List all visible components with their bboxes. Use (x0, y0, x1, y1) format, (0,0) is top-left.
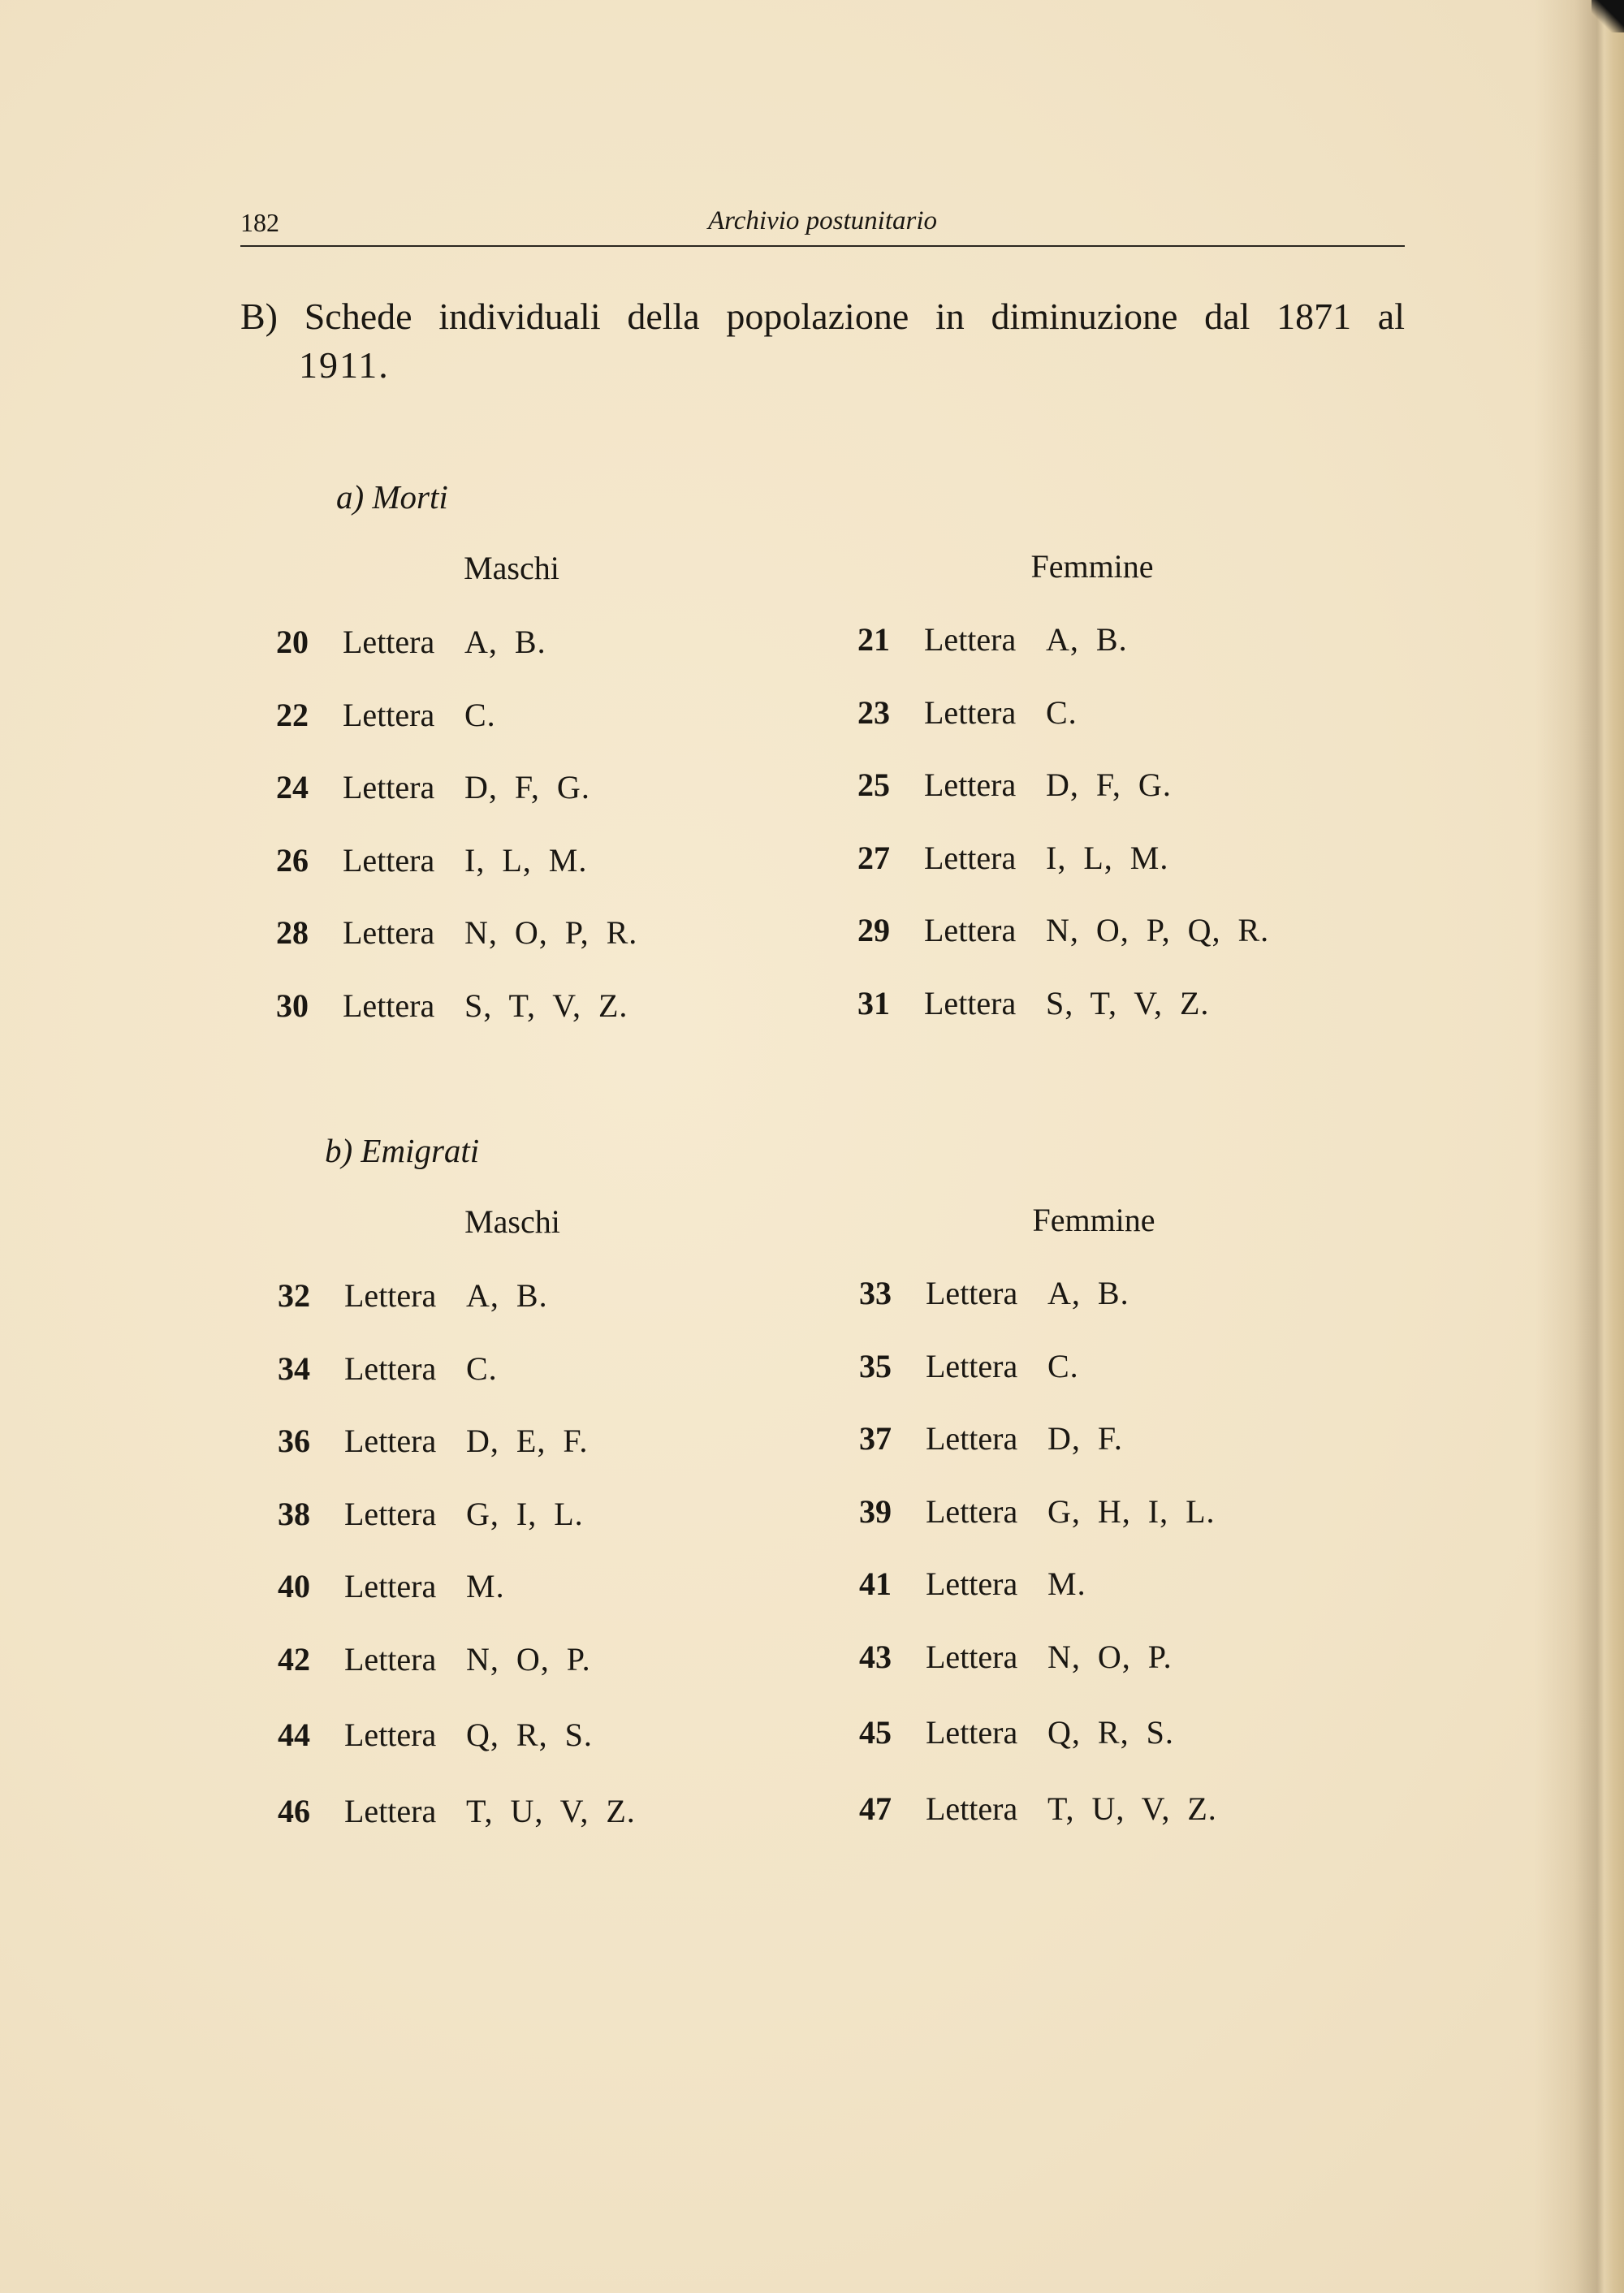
entry-number: 28 (276, 914, 309, 951)
list-item (278, 1640, 591, 1681)
list-item (278, 1716, 593, 1756)
entry-number: 27 (857, 840, 890, 876)
entry-letters: D, F, G. (464, 769, 590, 805)
list-item (276, 768, 590, 809)
entry-letters: Q, R, S. (1047, 1714, 1174, 1751)
list-item (276, 696, 496, 736)
entry-letters: S, T, V, Z. (464, 987, 628, 1024)
entry-number: 43 (859, 1639, 892, 1675)
list-item (859, 1638, 1173, 1678)
entry-label: Lettera (343, 697, 435, 733)
entry-number: 38 (278, 1496, 310, 1532)
entry-letters: I, L, M. (1046, 840, 1169, 876)
list-item (276, 987, 628, 1027)
entry-number: 32 (278, 1277, 310, 1314)
entry-letters: N, O, P. (466, 1641, 591, 1678)
entry-letters: D, F, G. (1046, 766, 1172, 803)
column-header-femmine: Femmine (1032, 1202, 1155, 1238)
list-item (276, 913, 637, 954)
subsection-title-morti: a) Morti (336, 478, 448, 516)
list-item (859, 1790, 1217, 1830)
entry-letters: G, I, L. (466, 1496, 584, 1532)
entry-letters: C. (1047, 1348, 1079, 1384)
entry-letters: S, T, V, Z. (1046, 985, 1210, 1021)
entry-number: 25 (857, 766, 890, 803)
entry-label: Lettera (344, 1277, 437, 1314)
entry-letters: A, B. (464, 624, 546, 660)
entry-label: Lettera (924, 621, 1017, 658)
entry-number: 36 (278, 1423, 310, 1459)
entry-number: 42 (278, 1641, 310, 1678)
entry-number: 34 (278, 1350, 310, 1387)
entry-label: Lettera (343, 842, 435, 879)
list-item (278, 1276, 548, 1317)
entry-letters: A, B. (1047, 1275, 1129, 1311)
entry-number: 21 (857, 621, 890, 658)
list-item (859, 1347, 1079, 1388)
entry-label: Lettera (924, 766, 1017, 803)
entry-label: Lettera (926, 1639, 1018, 1675)
list-item (859, 1565, 1086, 1605)
entry-label: Lettera (924, 694, 1017, 731)
list-item (857, 766, 1172, 806)
list-item (278, 1349, 498, 1390)
entry-label: Lettera (343, 987, 435, 1024)
section-heading-continuation: 1911. (299, 344, 390, 386)
entry-label: Lettera (926, 1790, 1018, 1827)
entry-label: Lettera (344, 1717, 437, 1753)
entry-number: 23 (857, 694, 890, 731)
list-item (859, 1713, 1174, 1754)
subsection-title-emigrati: b) Emigrati (325, 1132, 480, 1169)
entry-label: Lettera (343, 624, 435, 660)
entry-letters: G, H, I, L. (1047, 1493, 1216, 1530)
entry-label: Lettera (926, 1275, 1018, 1311)
entry-letters: I, L, M. (464, 842, 588, 879)
entry-number: 24 (276, 769, 309, 805)
entry-letters: C. (1046, 694, 1078, 731)
entry-letters: C. (464, 697, 496, 733)
entry-label: Lettera (926, 1565, 1018, 1602)
entry-label: Lettera (344, 1350, 437, 1387)
entry-label: Lettera (344, 1423, 437, 1459)
entry-letters: D, E, F. (466, 1423, 589, 1459)
entry-label: Lettera (344, 1568, 437, 1604)
list-item (859, 1419, 1123, 1460)
entry-label: Lettera (924, 840, 1017, 876)
list-item (276, 623, 546, 663)
column-header-maschi: Maschi (464, 1203, 560, 1240)
entry-letters: N, O, P, Q, R. (1046, 912, 1270, 948)
list-item (278, 1422, 588, 1462)
column-header-maschi: Maschi (464, 550, 559, 586)
entry-number: 46 (278, 1793, 310, 1829)
entry-letters: N, O, P, R. (464, 914, 638, 951)
entry-label: Lettera (924, 912, 1017, 948)
entry-label: Lettera (344, 1496, 437, 1532)
entry-number: 45 (859, 1714, 892, 1751)
page-header (240, 205, 1405, 247)
entry-label: Lettera (343, 769, 435, 805)
entry-letters: Q, R, S. (466, 1717, 593, 1753)
entry-number: 20 (276, 624, 309, 660)
entry-letters: T, U, V, Z. (466, 1793, 636, 1829)
entry-letters: T, U, V, Z. (1047, 1790, 1217, 1827)
list-item (859, 1492, 1216, 1533)
list-item (857, 984, 1209, 1025)
entry-number: 37 (859, 1420, 892, 1457)
entry-number: 39 (859, 1493, 892, 1530)
entry-label: Lettera (926, 1714, 1018, 1751)
entry-letters: A, B. (1046, 621, 1128, 658)
entry-number: 33 (859, 1275, 892, 1311)
entry-number: 29 (857, 912, 890, 948)
entry-label: Lettera (344, 1641, 437, 1678)
entry-number: 40 (278, 1568, 310, 1604)
page-corner-shadow (1592, 0, 1624, 32)
entry-label: Lettera (926, 1348, 1018, 1384)
running-title: Archivio postunitario (707, 206, 937, 235)
entry-label: Lettera (343, 914, 435, 951)
entry-number: 35 (859, 1348, 892, 1384)
list-item (859, 1274, 1129, 1315)
entry-letters: A, B. (466, 1277, 548, 1314)
entry-letters: M. (1047, 1565, 1086, 1602)
page-edge-shadow (1535, 0, 1624, 2293)
entry-letters: D, F. (1047, 1420, 1123, 1457)
column-header-femmine: Femmine (1030, 548, 1154, 585)
entry-number: 26 (276, 842, 309, 879)
page-number: 182 (240, 208, 279, 237)
entry-number: 31 (857, 985, 890, 1021)
entry-number: 44 (278, 1717, 310, 1753)
list-item (278, 1792, 636, 1833)
entry-label: Lettera (926, 1420, 1018, 1457)
list-item (857, 693, 1078, 734)
list-item (857, 620, 1128, 661)
entry-letters: M. (466, 1568, 505, 1604)
entry-number: 22 (276, 697, 309, 733)
entry-letters: N, O, P. (1047, 1639, 1173, 1675)
entry-number: 47 (859, 1790, 892, 1827)
list-item (278, 1567, 505, 1608)
list-item (857, 911, 1269, 952)
list-item (278, 1495, 584, 1535)
list-item (857, 839, 1168, 879)
entry-label: Lettera (926, 1493, 1018, 1530)
list-item (276, 841, 587, 882)
entry-label: Lettera (344, 1793, 437, 1829)
entry-number: 41 (859, 1565, 892, 1602)
section-heading: B) Schede individuali della popolazione in diminuzione dal 1871 al (240, 296, 1405, 337)
entry-letters: C. (466, 1350, 498, 1387)
entry-number: 30 (276, 987, 309, 1024)
entry-label: Lettera (924, 985, 1017, 1021)
